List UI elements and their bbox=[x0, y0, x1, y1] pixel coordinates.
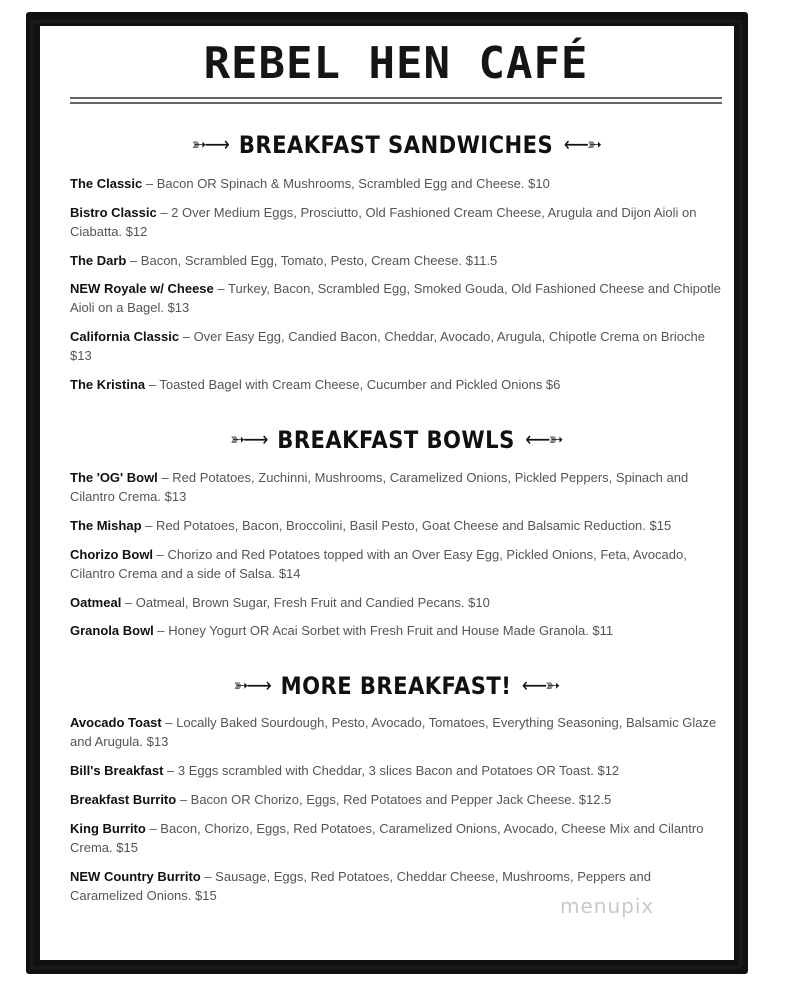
item-name: Bistro Classic bbox=[70, 205, 157, 220]
menu-item bbox=[70, 790, 725, 809]
menu-item bbox=[70, 375, 725, 394]
item-description: – 2 Over Medium Eggs, Prosciutto, Old Fashioned Cream Cheese, Arugula and Dijon Aioli on Ciabatta. $12 bbox=[70, 205, 697, 239]
item-name: The Classic bbox=[70, 176, 143, 191]
item-name: Chorizo Bowl bbox=[70, 547, 154, 562]
item-description: – Bacon OR Chorizo, Eggs, Red Potatoes and Pepper Jack Cheese. $12.5 bbox=[176, 792, 612, 807]
menu-item bbox=[70, 327, 725, 365]
arrow-left-icon: ⟵➳ bbox=[521, 673, 559, 697]
menu-item bbox=[70, 279, 725, 317]
menu-item bbox=[70, 545, 725, 583]
menu-item bbox=[70, 819, 725, 857]
item-description: – Bacon, Scrambled Egg, Tomato, Pesto, Cream Cheese. $11.5 bbox=[126, 253, 498, 268]
menu-item bbox=[70, 174, 725, 193]
menu-item bbox=[70, 468, 725, 506]
menu-item bbox=[70, 621, 725, 640]
arrow-right-icon: ➳⟶ bbox=[191, 132, 229, 156]
item-description: – Honey Yogurt OR Acai Sorbet with Fresh Fruit and House Made Granola. $11 bbox=[153, 623, 614, 638]
menu-item bbox=[70, 251, 725, 270]
item-name: NEW Country Burrito bbox=[70, 869, 201, 884]
item-description: – Sausage, Eggs, Red Potatoes, Cheddar Cheese, Mushrooms, Peppers and Caramelized Onions. $15 bbox=[70, 869, 651, 903]
arrow-right-icon: ➳⟶ bbox=[230, 427, 267, 451]
item-description: – Oatmeal, Brown Sugar, Fresh Fruit and Candied Pecans. $10 bbox=[121, 595, 490, 610]
menu-item bbox=[70, 593, 725, 612]
title-divider-top bbox=[70, 97, 722, 99]
item-name: The 'OG' Bowl bbox=[70, 470, 158, 485]
menu-item bbox=[70, 203, 725, 241]
item-name: The Kristina bbox=[70, 377, 146, 392]
item-description: – Turkey, Bacon, Scrambled Egg, Smoked Gouda, Old Fashioned Cheese and Chipotle Aioli on a Bagel. $13 bbox=[70, 281, 721, 315]
arrow-left-icon: ⟵➳ bbox=[525, 427, 562, 451]
item-description: – Over Easy Egg, Candied Bacon, Cheddar, Avocado, Arugula, Chipotle Crema on Brioche $13 bbox=[70, 329, 705, 363]
item-description: – Toasted Bagel with Cream Cheese, Cucumber and Pickled Onions $6 bbox=[145, 377, 561, 392]
section-heading-breakfast-sandwiches bbox=[83, 131, 710, 159]
item-description: – Chorizo and Red Potatoes topped with an Over Easy Egg, Pickled Onions, Feta, Avocado, Cilantro Crema and a side of Salsa. $14 bbox=[70, 547, 687, 581]
item-description: – 3 Eggs scrambled with Cheddar, 3 slices Bacon and Potatoes OR Toast. $12 bbox=[163, 763, 620, 778]
item-name: The Darb bbox=[70, 253, 127, 268]
item-name: Bill's Breakfast bbox=[70, 763, 164, 778]
item-description: – Locally Baked Sourdough, Pesto, Avocado, Tomatoes, Everything Seasoning, Balsamic Glaze and Arugula. $13 bbox=[70, 715, 717, 749]
section-heading-more-breakfast bbox=[83, 672, 710, 700]
item-name: The Mishap bbox=[70, 518, 142, 533]
page-title: REBEL HEN CAFÉ bbox=[203, 38, 589, 89]
arrow-right-icon: ➳⟶ bbox=[233, 673, 271, 697]
arrow-left-icon: ⟵➳ bbox=[563, 132, 601, 156]
menu-item bbox=[70, 713, 725, 751]
item-name: NEW Royale w/ Cheese bbox=[70, 281, 214, 296]
item-name: Oatmeal bbox=[70, 595, 122, 610]
menu-item bbox=[70, 516, 725, 535]
item-name: Avocado Toast bbox=[70, 715, 162, 730]
item-description: – Bacon, Chorizo, Eggs, Red Potatoes, Caramelized Onions, Avocado, Cheese Mix and Cilantro Crema. $15 bbox=[70, 821, 704, 855]
menu-item bbox=[70, 761, 725, 780]
item-name: Granola Bowl bbox=[70, 623, 154, 638]
section-heading-breakfast-bowls bbox=[83, 426, 710, 454]
item-description: – Bacon OR Spinach & Mushrooms, Scrambled Egg and Cheese. $10 bbox=[142, 176, 550, 191]
watermark: menupix bbox=[560, 894, 655, 918]
item-description: – Red Potatoes, Zuchinni, Mushrooms, Caramelized Onions, Pickled Peppers, Spinach and Cilantro Crema. $13 bbox=[70, 470, 689, 504]
section-title: MORE BREAKFAST! bbox=[280, 672, 512, 700]
item-description: – Red Potatoes, Bacon, Broccolini, Basil Pesto, Goat Cheese and Balsamic Reduction. $15 bbox=[141, 518, 672, 533]
section-title: BREAKFAST BOWLS bbox=[277, 426, 515, 454]
section-title: BREAKFAST SANDWICHES bbox=[238, 131, 554, 159]
item-name: King Burrito bbox=[70, 821, 146, 836]
title-divider-bottom bbox=[70, 102, 722, 104]
item-name: Breakfast Burrito bbox=[70, 792, 177, 807]
item-name: California Classic bbox=[70, 329, 180, 344]
